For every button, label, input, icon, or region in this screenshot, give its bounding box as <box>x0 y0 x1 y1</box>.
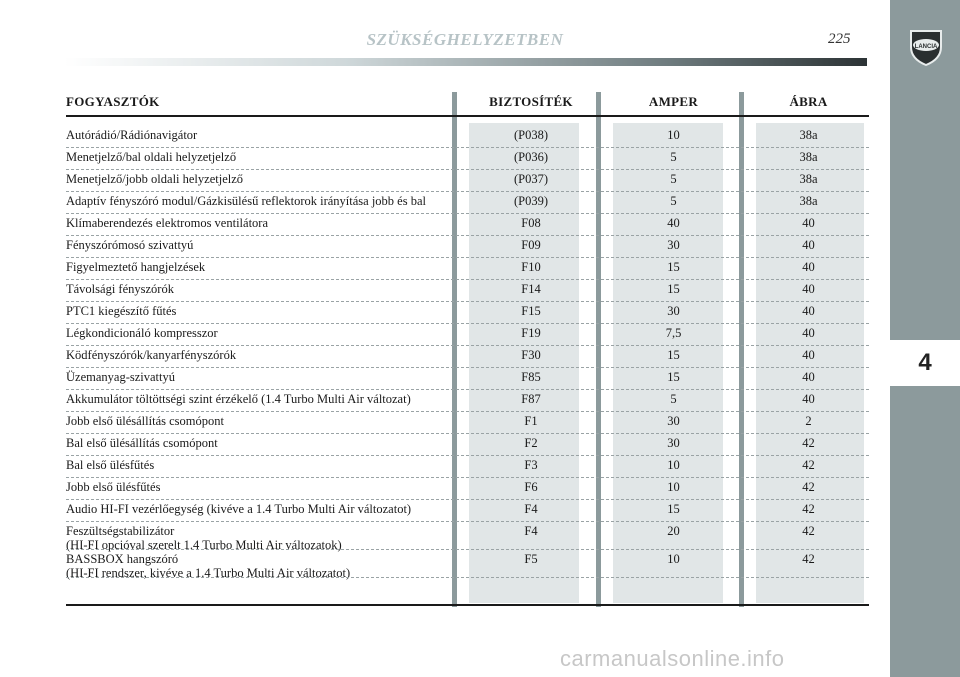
fuse-code: F14 <box>521 282 541 296</box>
consumer-name <box>66 414 456 428</box>
amperage: 10 <box>667 480 680 494</box>
consumer-name-line: Autórádió/Rádiónavigátor <box>66 128 198 142</box>
consumer-name <box>66 194 456 208</box>
table-row <box>66 456 869 478</box>
figure-ref: 40 <box>802 260 815 274</box>
figure-ref: 42 <box>802 480 815 494</box>
fuse-code: (P038) <box>513 128 549 142</box>
consumer-name <box>66 128 456 142</box>
amperage: 5 <box>670 172 677 186</box>
fuse-code: F08 <box>521 216 541 230</box>
fuse-code: (P036) <box>513 150 549 164</box>
consumer-name <box>66 326 456 340</box>
fuse-code: F09 <box>521 238 541 252</box>
table-row <box>66 236 869 258</box>
fuse-code: F30 <box>521 348 541 362</box>
table-row <box>66 302 869 324</box>
chapter-side-tab <box>890 0 960 677</box>
consumer-name-line: Üzemanyag-szivattyú <box>66 370 175 384</box>
figure-ref: 38a <box>799 128 818 142</box>
table-bottom-rule <box>66 604 869 606</box>
amperage: 10 <box>667 552 680 566</box>
figure-ref: 42 <box>802 524 815 538</box>
svg-text:LANCIA: LANCIA <box>914 44 938 50</box>
consumer-name-line: Adaptív fényszóró modul/Gázkisülésű reflektorok irányítása jobb és bal <box>66 194 426 208</box>
column-header-fuse: BIZTOSÍTÉK <box>489 94 573 109</box>
amperage: 15 <box>667 282 680 296</box>
amperage: 5 <box>670 392 677 406</box>
table-row <box>66 478 869 500</box>
column-header-figure: ÁBRA <box>789 94 828 109</box>
consumer-name-line: Menetjelző/jobb oldali helyzetjelző <box>66 172 244 186</box>
consumer-name <box>66 260 456 274</box>
watermark: carmanualsonline.info <box>560 646 785 671</box>
amperage: 5 <box>670 150 677 164</box>
page-number: 225 <box>828 31 851 47</box>
row-separator <box>66 577 869 578</box>
consumer-name <box>66 480 456 494</box>
column-header-consumers: FOGYASZTÓK <box>66 94 160 109</box>
table-row <box>66 500 869 522</box>
amperage: 30 <box>667 304 680 318</box>
figure-ref: 40 <box>802 304 815 318</box>
figure-ref: 40 <box>802 348 815 362</box>
fuse-code: F15 <box>521 304 541 318</box>
fuse-code: F3 <box>524 458 538 472</box>
amperage: 30 <box>667 436 680 450</box>
figure-ref: 38a <box>799 172 818 186</box>
figure-ref: 2 <box>805 414 812 428</box>
fuse-code: F1 <box>524 414 538 428</box>
header-underline <box>66 115 869 117</box>
consumer-name-line: Távolsági fényszórók <box>66 282 174 296</box>
amperage: 15 <box>667 370 680 384</box>
figure-ref: 40 <box>802 216 815 230</box>
amperage: 10 <box>667 128 680 142</box>
table-row <box>66 390 869 412</box>
figure-ref: 40 <box>802 370 815 384</box>
amperage: 30 <box>667 414 680 428</box>
amperage: 7,5 <box>665 326 682 340</box>
fuse-code: F4 <box>524 502 538 516</box>
fuse-code: F85 <box>521 370 541 384</box>
consumer-name <box>66 348 456 362</box>
consumer-name <box>66 216 456 230</box>
figure-ref: 40 <box>802 392 815 406</box>
figure-ref: 38a <box>799 194 818 208</box>
table-row <box>66 522 869 550</box>
consumer-name-line-2: (HI-FI rendszer, kivéve a 1.4 Turbo Multi Air változatot) <box>66 566 351 580</box>
figure-ref: 40 <box>802 238 815 252</box>
table-row <box>66 550 869 578</box>
consumer-name-line: Jobb első ülésfűtés <box>66 480 161 494</box>
header-rule <box>64 58 867 66</box>
figure-ref: 42 <box>802 436 815 450</box>
fuse-code: F6 <box>524 480 538 494</box>
consumer-name <box>66 552 456 580</box>
fuse-code: F4 <box>524 524 538 538</box>
table-row <box>66 346 869 368</box>
figure-ref: 42 <box>802 458 815 472</box>
table-row <box>66 324 869 346</box>
table-row <box>66 192 869 214</box>
consumer-name-line: BASSBOX hangszóró <box>66 552 179 566</box>
table-row <box>66 214 869 236</box>
amperage: 40 <box>667 216 680 230</box>
consumer-name-line: PTC1 kiegészítő fűtés <box>66 304 177 318</box>
consumer-name-line: Audio HI-FI vezérlőegység (kivéve a 1.4 Turbo Multi Air változatot) <box>66 502 412 516</box>
fuse-code: F19 <box>521 326 541 340</box>
amperage: 15 <box>667 502 680 516</box>
figure-ref: 42 <box>802 552 815 566</box>
consumer-name <box>66 524 456 552</box>
consumer-name <box>66 392 456 406</box>
lancia-logo-icon <box>907 25 945 67</box>
fuse-code: F10 <box>521 260 541 274</box>
chapter-number: 4 <box>890 340 960 386</box>
amperage: 20 <box>667 524 680 538</box>
consumer-name-line: Menetjelző/bal oldali helyzetjelző <box>66 150 237 164</box>
consumer-name <box>66 304 456 318</box>
fuse-code: (P037) <box>513 172 549 186</box>
column-header-amp: AMPER <box>648 94 699 109</box>
consumer-name <box>66 502 456 516</box>
amperage: 5 <box>670 194 677 208</box>
consumer-name <box>66 458 456 472</box>
table-row <box>66 368 869 390</box>
consumer-name <box>66 238 456 252</box>
consumer-name-line-2: (HI-FI opcióval szerelt 1.4 Turbo Multi Air változatok) <box>66 538 342 552</box>
consumer-name-line: Fényszórómosó szivattyú <box>66 238 194 252</box>
consumer-name-line: Feszültségstabilizátor <box>66 524 175 538</box>
consumer-name <box>66 172 456 186</box>
consumer-name-line: Bal első ülésfűtés <box>66 458 155 472</box>
consumer-name <box>66 150 456 164</box>
table-row <box>66 412 869 434</box>
consumer-name-line: Jobb első ülésállítás csomópont <box>66 414 224 428</box>
consumer-name <box>66 370 456 384</box>
figure-ref: 40 <box>802 282 815 296</box>
consumer-name-line: Légkondicionáló kompresszor <box>66 326 218 340</box>
table-row <box>66 170 869 192</box>
table-row <box>66 434 869 456</box>
figure-ref: 38a <box>799 150 818 164</box>
table-row <box>66 280 869 302</box>
fuse-code: (P039) <box>513 194 549 208</box>
amperage: 15 <box>667 348 680 362</box>
fuse-code: F87 <box>521 392 541 406</box>
table-row <box>66 148 869 170</box>
consumer-name-line: Akkumulátor töltöttségi szint érzékelő (1.4 Turbo Multi Air változat) <box>66 392 411 406</box>
consumer-name-line: Figyelmeztető hangjelzések <box>66 260 206 274</box>
amperage: 30 <box>667 238 680 252</box>
amperage: 15 <box>667 260 680 274</box>
consumer-name <box>66 282 456 296</box>
amperage: 10 <box>667 458 680 472</box>
consumer-name-line: Ködfényszórók/kanyarfényszórók <box>66 348 237 362</box>
consumer-name-line: Bal első ülésállítás csomópont <box>66 436 218 450</box>
table-row <box>66 126 869 148</box>
section-title: SZÜKSÉGHELYZETBEN <box>366 30 564 49</box>
figure-ref: 42 <box>802 502 815 516</box>
table-row <box>66 258 869 280</box>
fuse-code: F2 <box>524 436 538 450</box>
consumer-name <box>66 436 456 450</box>
fuse-code: F5 <box>524 552 538 566</box>
figure-ref: 40 <box>802 326 815 340</box>
consumer-name-line: Klímaberendezés elektromos ventilátora <box>66 216 269 230</box>
